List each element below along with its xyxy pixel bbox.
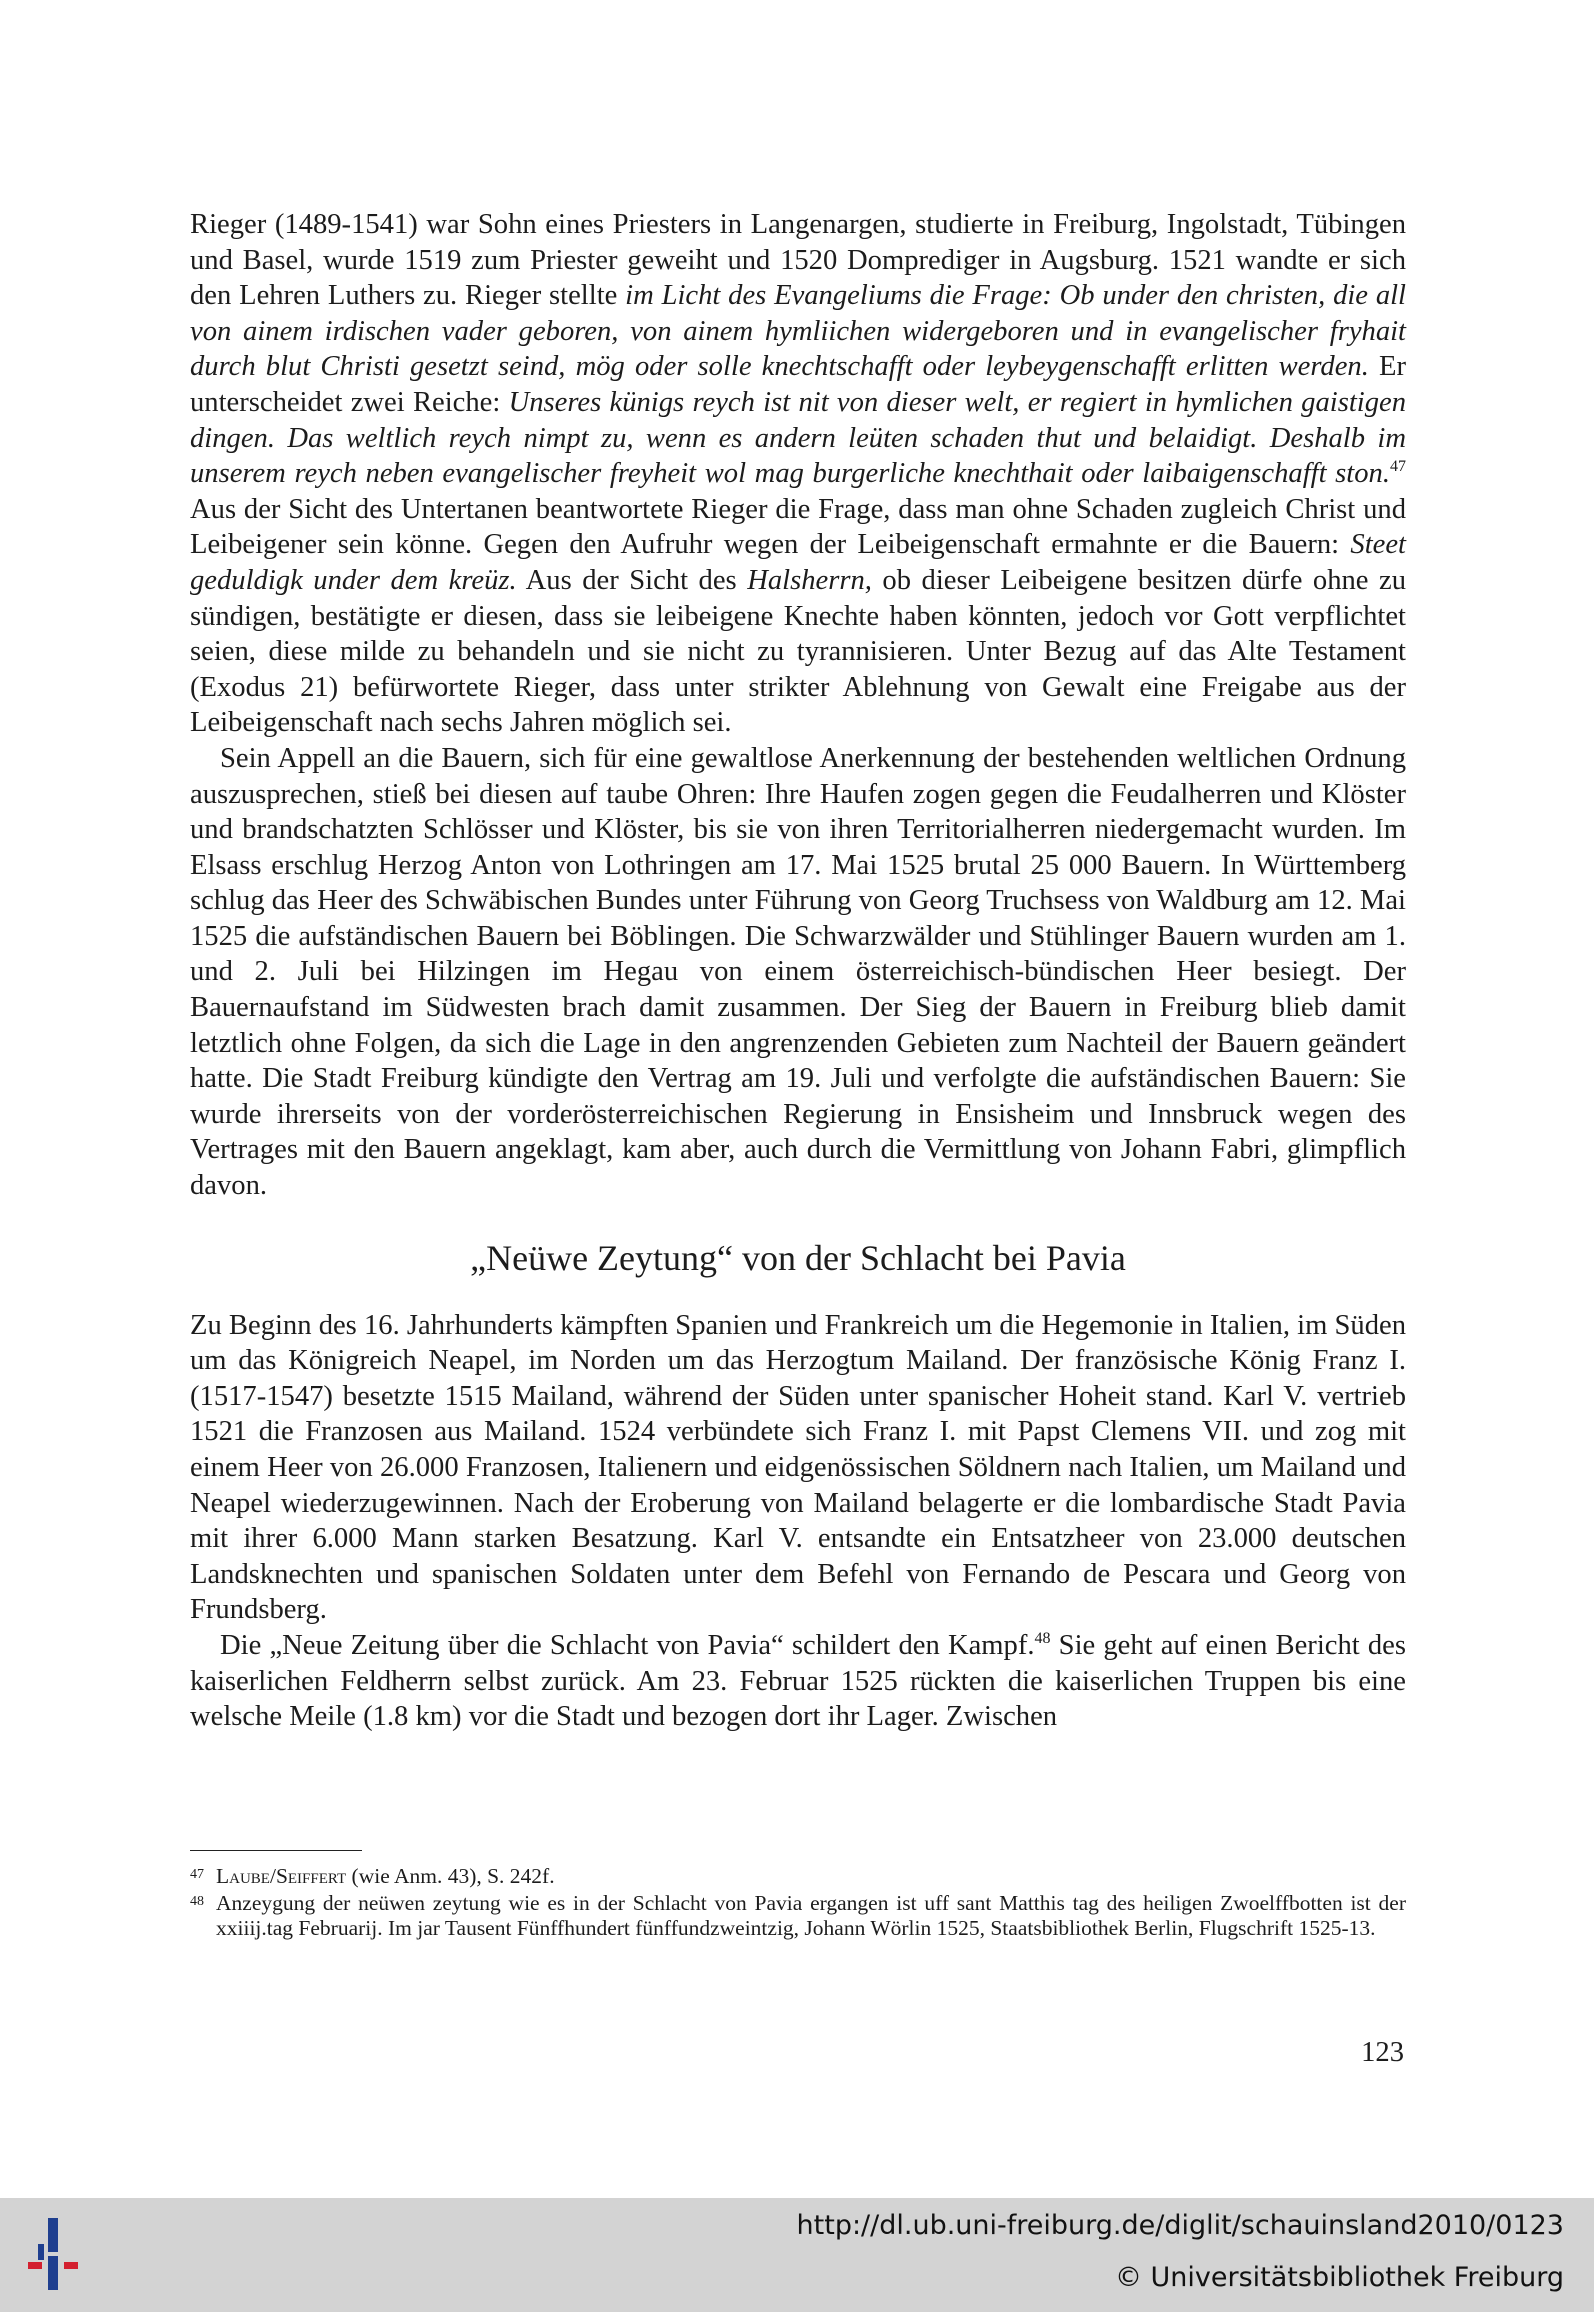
ub-freiburg-logo-icon [20, 2214, 100, 2294]
logo-bar-bottom [48, 2256, 58, 2290]
footnote-divider [190, 1850, 362, 1851]
page-number: 123 [1361, 2037, 1404, 2068]
paragraph [190, 1308, 1406, 1628]
body-text-before [190, 207, 1406, 1204]
logo-bar-left [28, 2262, 42, 2269]
page-body [190, 207, 1406, 1735]
paragraph [190, 207, 1406, 741]
footnote-reference: 48 [1034, 1629, 1051, 1647]
body-text-after [190, 1308, 1406, 1735]
text-run: Anzeygung der neüwen zeytung wie es in der Schlacht von Pavia ergangen ist uff sant Matthis tag des heiligen Zwoelffbotten ist der xxiiij.tag Februarij. Im jar Tausent Fünffhundert fünffundzweintzig, Johann Wörlin 1525, Staatsbibliothek Berlin, Flugschrift 1525-13. [216, 1891, 1406, 1940]
italic-quote: im Licht des Evangeliums die Frage: Ob under den christen, die all von ainem irdischen vader geboren, von ainem hymliichen widergeboren und in evangelischer fryhait durch blut Christi gesetzt seind, mög oder solle knechtschafft oder leybeygenschafft erlitten werden. [190, 280, 1406, 383]
logo-bar-small [38, 2244, 44, 2260]
logo-bar-right [64, 2262, 78, 2269]
italic-quote: Steet geduldigk under dem kreüz. [190, 529, 1406, 596]
text-run: ob dieser Leibeigene besitzen dürfe ohne zu sündigen, bestätigte er diesen, dass sie leibeigene Knechte haben könnten, jedoch vor Gott verpflichtet seien, diese milde zu behandeln und sie nicht zu tyrannisieren. Unter Bezug auf das Alte Testament (Exodus 21) befürwortete Rieger, dass unter strikter Ablehnung von Gewalt eine Freigabe aus der Leibeigenschaft nach sechs Jahren möglich sei. [190, 564, 1406, 739]
paragraph [190, 741, 1406, 1204]
copyright-text: © Universitätsbibliothek Freiburg [1114, 2262, 1564, 2293]
author-name: Laube/Seiffert [216, 1864, 347, 1888]
text-run: Zu Beginn des 16. Jahrhunderts kämpften Spanien und Frankreich um die Hegemonie in Italien, im Süden um das Königreich Neapel, im Norden um das Herzogtum Mailand. Der französische König Franz I. (1517-1547) besetzte 1515 Mailand, während der Süden unter spanischer Hoheit stand. Karl V. vertrieb 1521 die Franzosen aus Mailand. 1524 verbündete sich Franz I. mit Papst Clemens VII. und zog mit einem Heer von 26.000 Franzosen, Italienern und eidgenössischen Söldnern nach Italien, um Mailand und Neapel wiederzugewinnen. Nach der Eroberung von Mailand belagerte er die lombardische Stadt Pavia mit ihrer 6.000 Mann starken Besatzung. Karl V. entsandte ein Entsatzheer von 23.000 deutschen Landsknechten und spanischen Soldaten unter dem Befehl von Fernando de Pescara und Georg von Frundsberg. [190, 1309, 1406, 1626]
paragraph [190, 1628, 1406, 1735]
italic-quote: Unseres künigs reych ist nit von dieser welt, er regiert in hymlichen gaistigen dingen. Das weltlich reych nimpt zu, wenn es andern leüten schaden thut und belaidigt. Deshalb im unserem reych neben evangelischer freyheit wol mag burgerliche knechthait oder laibaigenschafft ston. [190, 386, 1406, 490]
text-run: Sie geht auf einen Bericht des kaiserlichen Feldherrn selbst zurück. Am 23. Februar 1525 rückten die kaiserlichen Truppen bis eine welsche Meile (1.8 km) vor die Stadt und bezogen dort ihr Lager. Zwischen [190, 1629, 1406, 1733]
footnote-number: 47 [190, 1867, 204, 1882]
text-run: Rieger (1489-1541) war Sohn eines Priesters in Langenargen, studierte in Freiburg, Ingolstadt, Tübingen und Basel, wurde 1519 zum Priester geweiht und 1520 Domprediger in Augsburg. 1521 wandte er sich den Lehren Luthers zu. Rieger stellte [190, 209, 1406, 312]
footnote-reference: 47 [1390, 458, 1406, 476]
footnote [190, 1862, 1406, 1889]
footnote-number: 48 [190, 1894, 204, 1909]
text-run: Er unterscheidet zwei Reiche: [190, 351, 1406, 418]
text-run: Aus der Sicht des [516, 564, 748, 596]
source-url-link[interactable]: http://dl.ub.uni-freiburg.de/diglit/schauinsland2010/0123 [796, 2210, 1564, 2241]
footer-bar [0, 2198, 1594, 2312]
footnotes [190, 1862, 1406, 1941]
section-heading: „Neüwe Zeytung“ von der Schlacht bei Pavia [470, 1237, 1126, 1278]
footnote [190, 1889, 1406, 1941]
text-run: Aus der Sicht des Untertanen beantwortete Rieger die Frage, dass man ohne Schaden zugleich Christ und Leibeigener sein könne. Gegen den Aufruhr wegen der Leibeigenschaft ermahnte er die Bauern: [190, 493, 1406, 561]
text-run: Sein Appell an die Bauern, sich für eine gewaltlose Anerkennung der bestehenden weltlichen Ordnung auszusprechen, stieß bei diesen auf taube Ohren: Ihre Haufen zogen gegen die Feudalherren und Klöster und brandschatzten Schlösser und Klöster, bis sie von ihren Territorialherren niedergemacht wurden. Im Elsass erschlug Herzog Anton von Lothringen am 17. Mai 1525 brutal 25 000 Bauern. In Württemberg schlug das Heer des Schwäbischen Bundes unter Führung von Georg Truchsess von Waldburg am 12. Mai 1525 die aufständischen Bauern bei Böblingen. Die Schwarzwälder und Stühlinger Bauern wurden am 1. und 2. Juli bei Hilzingen im Hegau von einem österreichisch-bündischen Heer besiegt. Der Bauernaufstand im Südwesten brach damit zusammen. Der Sieg der Bauern in Freiburg blieb damit letztlich ohne Folgen, da sich die Lage in den angrenzenden Gebieten zum Nachteil der Bauern geändert hatte. Die Stadt Freiburg kündigte den Vertrag am 19. Juli und verfolgte die aufständischen Bauern: Sie wurde ihrerseits von der vorderösterreichischen Regierung in Ensisheim und Innsbruck wegen des Vertrages mit den Bauern angeklagt, kam aber, auch durch die Vermittlung von Johann Fabri, glimpflich davon. [190, 742, 1406, 1202]
text-run: Die „Neue Zeitung über die Schlacht von Pavia“ schildert den Kampf. [220, 1629, 1035, 1661]
text-run: (wie Anm. 43), S. 242f. [346, 1864, 555, 1888]
italic-quote: Halsherrn, [747, 564, 872, 596]
logo-bar-top [48, 2218, 58, 2252]
